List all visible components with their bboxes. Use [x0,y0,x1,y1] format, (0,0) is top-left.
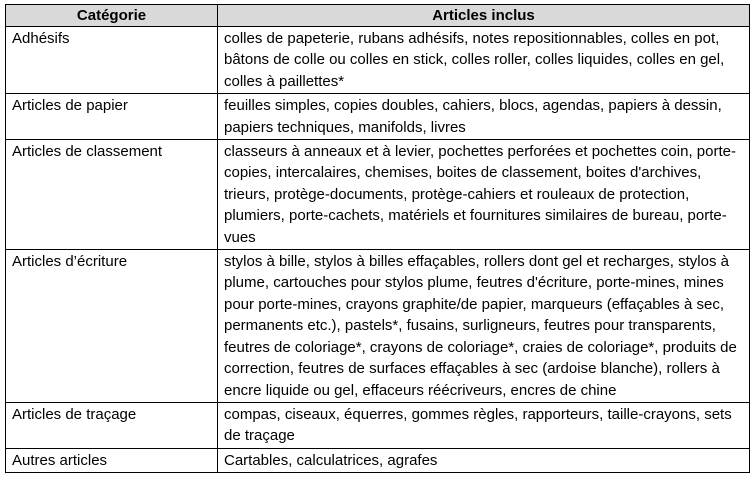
table-row [6,140,750,250]
items-cell: stylos à bille, stylos à billes effaçables, rollers dont gel et recharges, stylos à plume, cartouches pour stylos plume, feutres d'écriture, porte-mines, mines pour porte-mines, crayons graphite/de papier, marqueurs (effaçables à sec, permanents etc.), pastels*, fusains, surligneurs, feutres pour transparents, feutres de coloriage*, crayons de coloriage*, craies de coloriage*, produits de correction, feutres de surfaces effaçables à sec (ardoise blanche), rollers à encre liquide ou gel, effaceurs réécriveurs, encres de chine [218,250,750,403]
header-category: Catégorie [6,5,218,27]
category-cell: Autres articles [6,448,218,472]
items-cell: feuilles simples, copies doubles, cahiers, blocs, agendas, papiers à dessin, papiers techniques, manifolds, livres [218,94,750,140]
table-row [6,27,750,94]
category-cell: Articles d’écriture [6,250,218,403]
category-cell: Adhésifs [6,27,218,94]
items-cell: compas, ciseaux, équerres, gommes règles, rapporteurs, taille-crayons, sets de traçage [218,402,750,448]
items-cell: classeurs à anneaux et à levier, pochettes perforées et pochettes coin, porte-copies, intercalaires, chemises, boites de classement, boites d'archives, trieurs, protège-documents, protège-cahiers et rouleaux de protection, plumiers, porte-cachets, matériels et fournitures similaires de bureau, porte-vues [218,140,750,250]
table-row [6,448,750,472]
table-row [6,94,750,140]
category-table [5,4,750,473]
category-cell: Articles de classement [6,140,218,250]
table-row [6,402,750,448]
header-items: Articles inclus [218,5,750,27]
table-header-row [6,5,750,27]
items-cell: colles de papeterie, rubans adhésifs, notes repositionnables, colles en pot, bâtons de colle ou colles en stick, colles roller, colles liquides, colles en gel, colles à paillettes* [218,27,750,94]
table-row [6,250,750,403]
category-cell: Articles de traçage [6,402,218,448]
category-cell: Articles de papier [6,94,218,140]
items-cell: Cartables, calculatrices, agrafes [218,448,750,472]
